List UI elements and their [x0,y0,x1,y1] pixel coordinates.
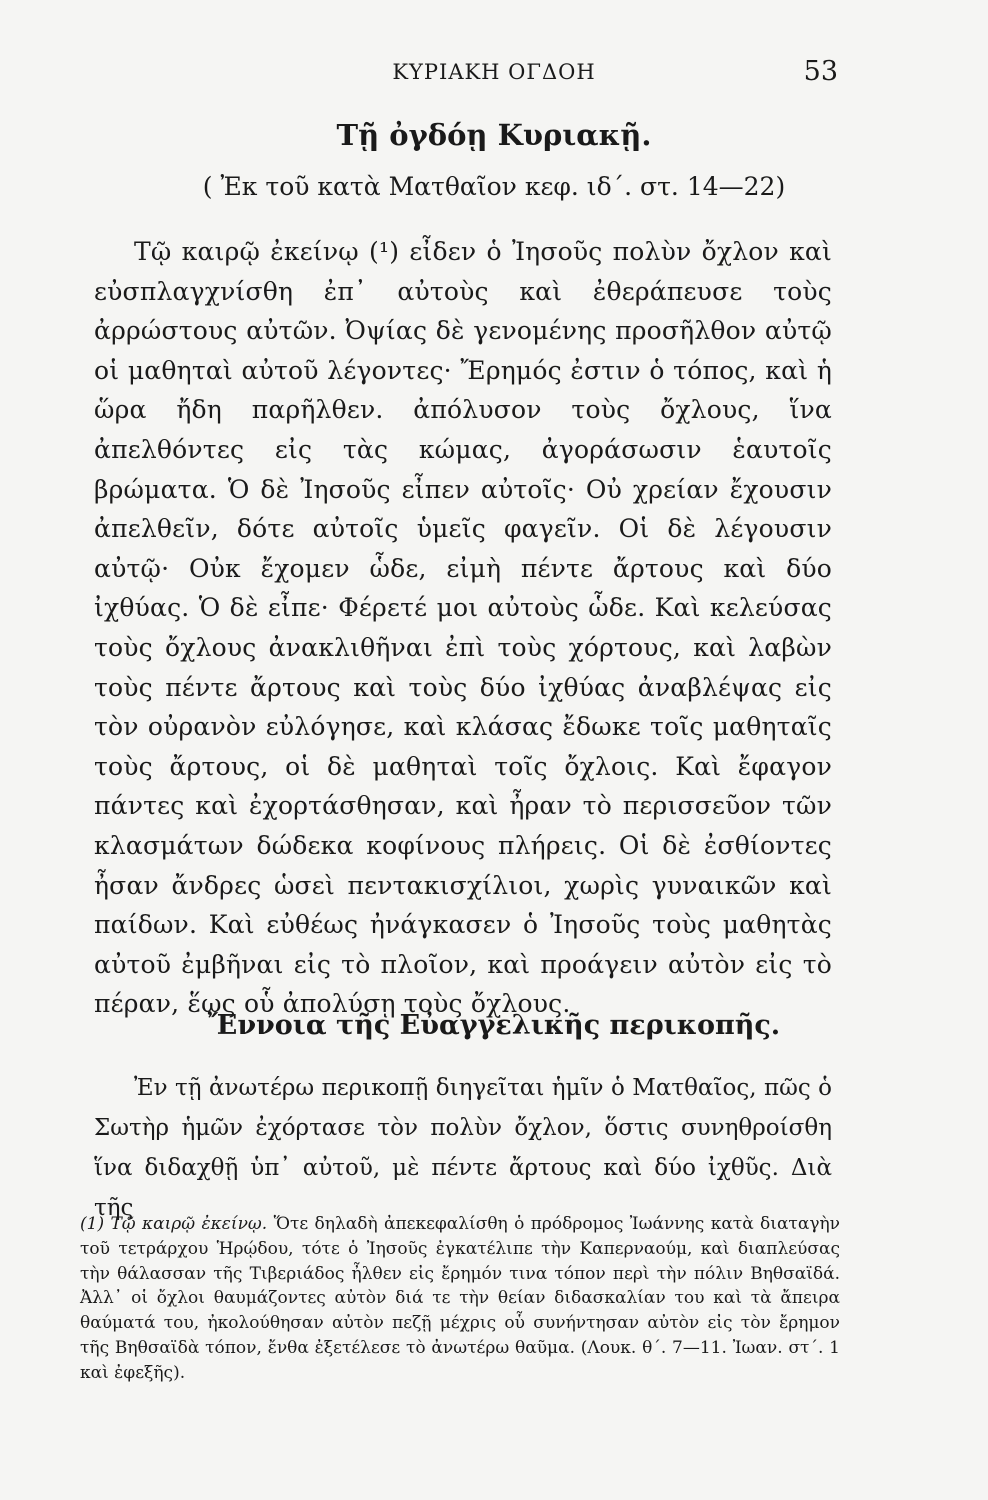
section-paragraph: Ἐν τῇ ἀνωτέρω περικοπῇ διηγεῖται ἡμῖν ὁ Ματθαῖος, πῶς ὁ Σωτὴρ ἡμῶν ἐχόρτασε τὸν πολὺν ὄχλον, ὅστις συνηθροίσθη ἵνα διδαχθῇ ὑπ᾿ αὐτοῦ, μὲ πέντε ἄρτους καὶ δύο ἰχθῦς. Διὰ τῆς [94,1075,832,1221]
running-title: ΚΥΡΙΑΚΗ ΟΓΔΟΗ [392,60,596,84]
footnote-lead: (1) Τῷ καιρῷ ἐκείνῳ. [80,1214,268,1234]
footnote [80,1212,840,1386]
scripture-reference: ( Ἐκ τοῦ κατὰ Ματθαῖον κεφ. ιδ΄. στ. 14—22) [202,172,786,201]
footnote-text: Ὅτε δηλαδὴ ἀπεκεφαλίσθη ὁ πρόδρομος Ἰωάννης κατὰ διαταγὴν τοῦ τετράρχου Ἡρῴδου, τότε ὁ Ἰησοῦς ἐγκατέλιπε τὴν Καπερναούμ, καὶ διαπλεύσας τὴν θάλασσαν τῆς Τιβεριάδος ἦλθεν εἰς ἔρημόν τινα τόπον περὶ τὴν πόλιν Βηθσαϊδά. Ἀλλ᾿ οἱ ὄχλοι θαυμάζοντες αὐτὸν διά τε τὴν θείαν διδασκαλίαν του καὶ τὰ ἄπειρα θαύματά του, ἠκολούθησαν αὐτὸν πεζῇ μέχρις οὗ συνήντησαν αὐτὸν εἰς τὸν ἔρημον τῆς Βηθσαϊδὰ τόπον, ἔνθα ἐξετέλεσε τὸ ἀνωτέρω θαῦμα. (Λουκ. θ΄. 7—11. Ἰωαν. στ΄. 1 καὶ ἐφεξῆς). [80,1214,840,1383]
page-number: 53 [803,56,838,87]
section-heading: Ἔννοια τῆς Εὐαγγελικῆς περικοπῆς. [207,1010,781,1041]
gospel-passage: Τῷ καιρῷ ἐκείνῳ (¹) εἶδεν ὁ Ἰησοῦς πολὺν ὄχλον καὶ εὐσπλαγχνίσθη ἐπ᾿ αὐτοὺς καὶ ἐθεράπευσε τοὺς ἀρρώστους αὐτῶν. Ὀψίας δὲ γενομένης προσῆλθον αὐτῷ οἱ μαθηταὶ αὐτοῦ λέγοντες· Ἔρημός ἐστιν ὁ τόπος, καὶ ἡ ὥρα ἤδη παρῆλθεν. ἀπόλυσον τοὺς ὄχλους, ἵνα ἀπελθόντες εἰς τὰς κώμας, ἀγοράσωσιν ἑαυτοῖς βρώματα. Ὁ δὲ Ἰησοῦς εἶπεν αὐτοῖς· Οὐ χρείαν ἔχουσιν ἀπελθεῖν, δότε αὐτοῖς ὑμεῖς φαγεῖν. Οἱ δὲ λέγουσιν αὐτῷ· Οὐκ ἔχομεν ὧδε, εἰμὴ πέντε ἄρτους καὶ δύο ἰχθύας. Ὁ δὲ εἶπε· Φέρετέ μοι αὐτοὺς ὧδε. Καὶ κελεύσας τοὺς ὄχλους ἀνακλιθῆναι ἐπὶ τοὺς χόρτους, καὶ λαβὼν τοὺς πέντε ἄρτους καὶ τοὺς δύο ἰχθύας ἀναβλέψας εἰς τὸν οὐρανὸν εὐλόγησε, καὶ κλάσας ἔδωκε τοῖς μαθηταῖς τοὺς ἄρτους, οἱ δὲ μαθηταὶ τοῖς ὄχλοις. Καὶ ἔφαγον πάντες καὶ ἐχορτάσθησαν, καὶ ἦραν τὸ περισσεῦον τῶν κλασμάτων δώδεκα κοφίνους πλήρεις. Οἱ δὲ ἐσθίοντες ἦσαν ἄνδρες ὡσεὶ πεντακισχίλιοι, χωρὶς γυναικῶν καὶ παίδων. Καὶ εὐθέως ἠνάγκασεν ὁ Ἰησοῦς τοὺς μαθητὰς αὐτοῦ ἐμβῆναι εἰς τὸ πλοῖον, καὶ προάγειν αὐτὸν εἰς τὸ πέραν, ἕως οὗ ἀπολύσῃ τοὺς ὄχλους. [94,237,832,1019]
sunday-heading: Τῇ ὀγδόῃ Κυριακῇ. [336,118,652,152]
running-head [0,56,988,90]
